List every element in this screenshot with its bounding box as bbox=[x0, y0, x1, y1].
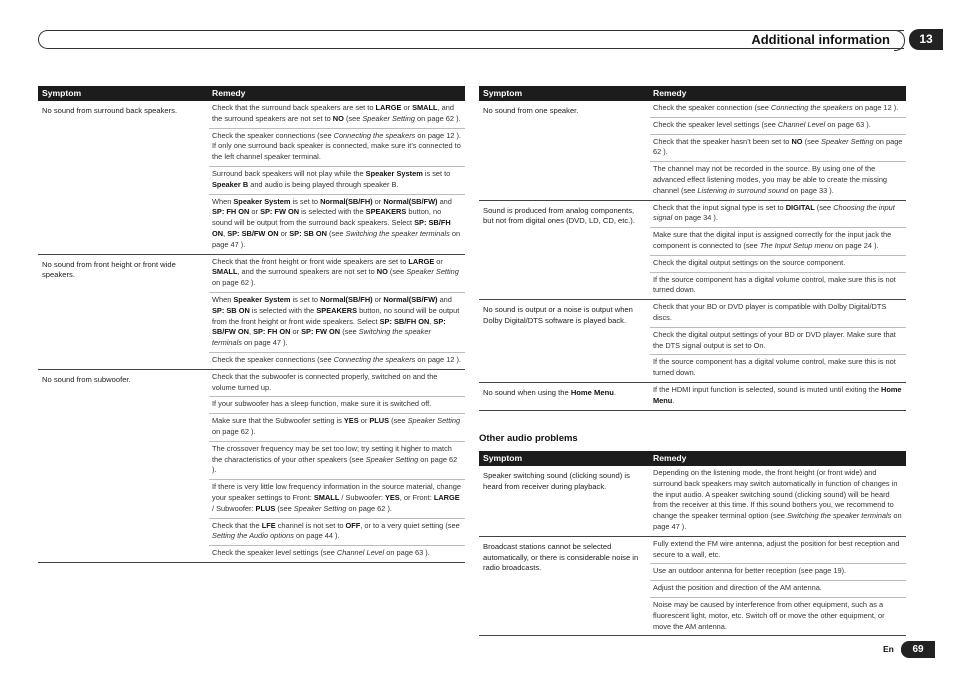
remedy-cell bbox=[650, 537, 906, 636]
remedy-cell bbox=[209, 370, 465, 562]
symptom-cell: No sound when using the Home Menu. bbox=[483, 387, 616, 397]
remedy-cell bbox=[650, 300, 906, 382]
symptom-header: Symptom bbox=[483, 453, 523, 464]
remedy-item: If the source component has a digital volume control, make sure this is not turned down. bbox=[653, 357, 896, 378]
remedy-item: Check the speaker level settings (see Channel Level on page 63 ). bbox=[650, 118, 906, 135]
symptom-cell: Broadcast stations cannot be selected automatically, or there is considerable noise in radio broadcasts. bbox=[483, 541, 639, 573]
remedy-item: Fully extend the FM wire antenna, adjust the position for best reception and secure to a wall, etc. bbox=[650, 537, 906, 565]
remedy-item: Check that the input signal type is set to DIGITAL (see Choosing the input signal on page 34 ). bbox=[650, 201, 906, 229]
remedy-item: Check the speaker connections (see Connecting the speakers on page 12 ). bbox=[212, 354, 461, 364]
remedy-item: Check that the surround back speakers are set to LARGE or SMALL, and the surround speakers are not set to NO (see Speaker Setting on page 62 ). bbox=[209, 101, 465, 129]
table-row bbox=[38, 101, 465, 255]
remedy-item: Make sure that the Subwoofer setting is YES or PLUS (see Speaker Setting on page 62 ). bbox=[209, 414, 465, 442]
remedy-item: When Speaker System is set to Normal(SB/FH) or Normal(SB/FW) and SP: SB ON is selected with the SPEAKERS button, no sound will be output from the front height or front wide speakers. Select SP: SB/FH ON, SP: SB/FW ON, SP: FH ON or SP: FW ON (see Switching the speaker terminals on page 47 ). bbox=[209, 293, 465, 353]
remedy-header: Remedy bbox=[653, 453, 687, 464]
remedy-item: If the HDMI input function is selected, sound is muted until exiting the Home Menu. bbox=[653, 384, 902, 405]
remedy-item: If there is very little low frequency information in the source material, change your speaker settings to Front: SMALL / Subwoofer: YES, or Front: LARGE / Subwoofer: PLUS (see Speaker Setting on page 62 ). bbox=[209, 480, 465, 518]
remedy-item: Check that the subwoofer is connected properly, switched on and the volume turned up. bbox=[209, 370, 465, 398]
symptom-cell: No sound from subwoofer. bbox=[42, 374, 131, 384]
troubleshooting-table-left bbox=[38, 86, 465, 563]
table-header bbox=[479, 451, 906, 466]
symptom-header: Symptom bbox=[42, 88, 82, 99]
symptom-header: Symptom bbox=[483, 88, 523, 99]
remedy-item: Check the digital output settings of your BD or DVD player. Make sure that the DTS signal output is set to On. bbox=[650, 328, 906, 356]
remedy-cell bbox=[650, 383, 906, 410]
remedy-item: Check that the speaker hasn’t been set to NO (see Speaker Setting on page 62 ). bbox=[650, 135, 906, 163]
remedy-item: Use an outdoor antenna for better reception (see page 19). bbox=[650, 564, 906, 581]
remedy-item: Check that the LFE channel is not set to OFF, or to a very quiet setting (see Setting the Audio options on page 44 ). bbox=[209, 519, 465, 547]
remedy-item: If the source component has a digital volume control, make sure this is not turned down. bbox=[653, 274, 896, 295]
remedy-item: When Speaker System is set to Normal(SB/FH) or Normal(SB/FW) and SP: FH ON or SP: FW ON is selected with the SPEAKERS button, no sound will be output from the surround back speakers. Select SP: SB/FH ON, SP: SB/FW ON or SP: SB ON (see Switching the speaker terminals on page 47 ). bbox=[212, 196, 461, 249]
symptom-cell: No sound from one speaker. bbox=[483, 106, 579, 115]
symptom-cell: Speaker switching sound (clicking sound) is heard from receiver during playback. bbox=[483, 471, 630, 491]
remedy-item: Noise may be caused by interference from other equipment, such as a fluorescent light, motor, etc. Switch off or move the other equipment, or move the AM antenna. bbox=[653, 599, 885, 631]
symptom-cell: No sound is output or a noise is output when Dolby Digital/DTS software is played back. bbox=[483, 305, 633, 325]
chapter-number: 13 bbox=[909, 29, 943, 50]
remedy-cell bbox=[650, 101, 906, 200]
remedy-item: Surround back speakers will not play while the Speaker System is set to Speaker B and audio is being played through speaker B. bbox=[209, 167, 465, 195]
remedy-item: Check the speaker level settings (see Channel Level on page 63 ). bbox=[212, 548, 430, 558]
page-number: 69 bbox=[901, 641, 935, 658]
remedy-item: Check the speaker connections (see Connecting the speakers on page 12 ). If only one surround back speaker is connected, make sure it’s connected to the left channel speaker terminal. bbox=[209, 129, 465, 167]
troubleshooting-table-right bbox=[479, 86, 906, 411]
table-row bbox=[479, 537, 906, 637]
table-row bbox=[38, 255, 465, 370]
table-header bbox=[479, 86, 906, 101]
remedy-cell bbox=[209, 101, 465, 254]
table-row bbox=[479, 101, 906, 201]
remedy-cell bbox=[209, 255, 465, 369]
remedy-header: Remedy bbox=[653, 88, 687, 99]
table-row bbox=[38, 370, 465, 563]
table-row bbox=[479, 383, 906, 411]
table-row bbox=[479, 466, 906, 537]
remedy-item: Check that the front height or front wide speakers are set to LARGE or SMALL, and the surround speakers are not set to NO (see Speaker Setting on page 62 ). bbox=[209, 255, 465, 293]
remedy-item: Check that your BD or DVD player is compatible with Dolby Digital/DTS discs. bbox=[650, 300, 906, 328]
remedy-item: Adjust the position and direction of the AM antenna. bbox=[650, 581, 906, 598]
remedy-item: Check the speaker connection (see Connecting the speakers on page 12 ). bbox=[650, 101, 906, 118]
remedy-item: Depending on the listening mode, the front height (or front wide) and surround back speakers may switch automatically in function of changes in the input audio. A speaker switching sound (clicking sound) will be heard from the receiver at this time. If this sound bothers you, we recommend to change the speaker terminal option (see Switching the speaker terminals on page 47 ). bbox=[653, 468, 902, 531]
table-row bbox=[479, 201, 906, 301]
remedy-item: The crossover frequency may be set too low; try setting it higher to match the characteristics of your other speakers (see Speaker Setting on page 62 ). bbox=[209, 442, 465, 480]
symptom-cell: No sound from front height or front wide speakers. bbox=[42, 259, 176, 280]
remedy-item: The channel may not be recorded in the source. By using one of the advanced effect listening modes, you may be able to create the missing channel (see Listening in surround sound on page 33 ). bbox=[653, 164, 888, 195]
remedy-item: Check the digital output settings on the source component. bbox=[650, 256, 906, 273]
table-row bbox=[479, 300, 906, 383]
remedy-item: If your subwoofer has a sleep function, make sure it is switched off. bbox=[209, 397, 465, 414]
language-label: En bbox=[883, 644, 894, 654]
other-audio-table bbox=[479, 451, 906, 636]
symptom-cell: No sound from surround back speakers. bbox=[42, 106, 178, 115]
remedy-cell bbox=[650, 201, 906, 300]
remedy-header: Remedy bbox=[212, 88, 246, 99]
page-title: Additional information bbox=[745, 31, 894, 48]
remedy-item: Make sure that the digital input is assigned correctly for the input jack the component is connected to (see The Input Setup menu on page 24 ). bbox=[650, 228, 906, 256]
remedy-cell bbox=[650, 466, 906, 536]
table-header bbox=[38, 86, 465, 101]
symptom-cell: Sound is produced from analog components, but not from digital ones (DVD, LD, CD, etc.). bbox=[483, 205, 635, 226]
section-title-other-audio: Other audio problems bbox=[479, 433, 578, 444]
